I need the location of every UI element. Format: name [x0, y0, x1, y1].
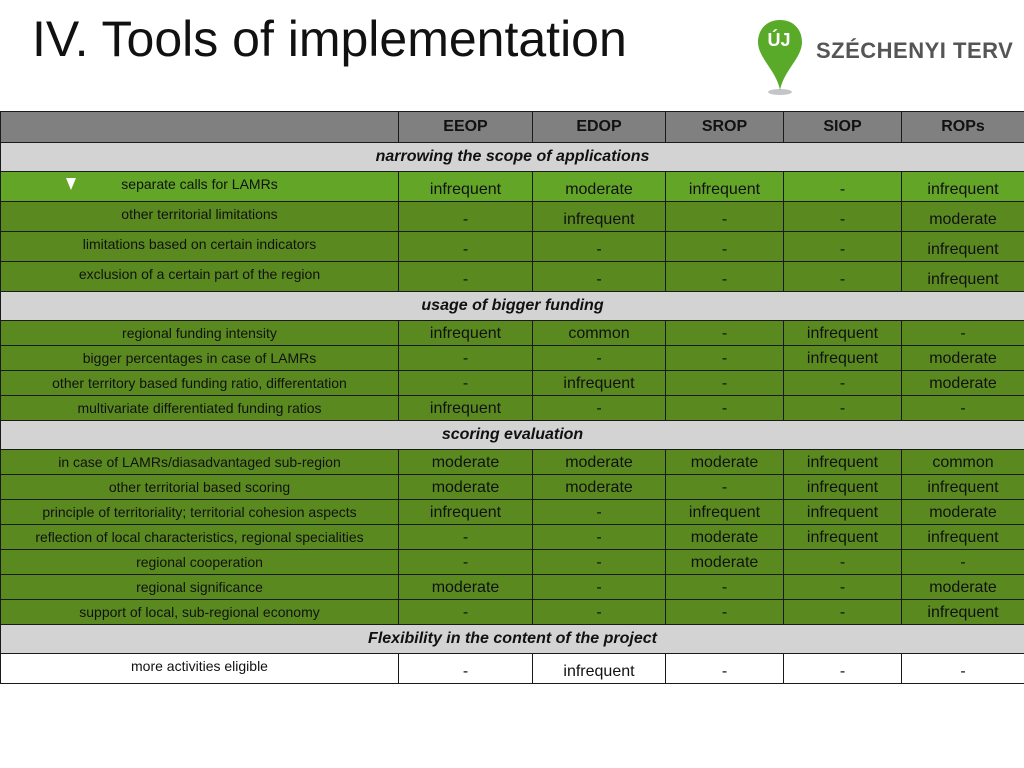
section-row: [1, 292, 1024, 321]
table-row: [1, 232, 1024, 262]
row-label: limitations based on certain indicators: [1, 232, 399, 262]
cell-srop: moderate: [666, 550, 784, 575]
cell-rops: -: [902, 396, 1024, 421]
szechenyi-logo: [756, 18, 1014, 98]
row-label: exclusion of a certain part of the region: [1, 262, 399, 292]
table-row: [1, 475, 1024, 500]
cell-srop: -: [666, 321, 784, 346]
cell-eeop: -: [399, 232, 533, 262]
cell-rops: infrequent: [902, 232, 1024, 262]
cell-edop: moderate: [533, 450, 666, 475]
table-row: [1, 600, 1024, 625]
row-label: multivariate differentiated funding ratios: [1, 396, 399, 421]
row-label: more activities eligible: [1, 654, 399, 684]
cell-srop: -: [666, 475, 784, 500]
cell-rops: moderate: [902, 500, 1024, 525]
cell-edop: -: [533, 575, 666, 600]
cell-srop: -: [666, 396, 784, 421]
cell-srop: infrequent: [666, 500, 784, 525]
cell-siop: infrequent: [784, 346, 902, 371]
cell-eeop: infrequent: [399, 500, 533, 525]
cell-siop: infrequent: [784, 500, 902, 525]
cell-srop: -: [666, 600, 784, 625]
cell-rops: -: [902, 550, 1024, 575]
section-title: Flexibility in the content of the project: [1, 625, 1024, 654]
cell-eeop: -: [399, 654, 533, 684]
cell-siop: -: [784, 654, 902, 684]
cell-eeop: infrequent: [399, 172, 533, 202]
cell-edop: -: [533, 525, 666, 550]
table-row: [1, 172, 1024, 202]
header-rops: ROPs: [902, 112, 1024, 143]
cell-siop: -: [784, 396, 902, 421]
cell-srop: -: [666, 262, 784, 292]
cell-rops: common: [902, 450, 1024, 475]
row-label: principle of territoriality; territorial cohesion aspects: [1, 500, 399, 525]
cell-siop: -: [784, 371, 902, 396]
row-label: bigger percentages in case of LAMRs: [1, 346, 399, 371]
cell-eeop: moderate: [399, 450, 533, 475]
cell-eeop: -: [399, 371, 533, 396]
cell-eeop: -: [399, 346, 533, 371]
cell-rops: moderate: [902, 202, 1024, 232]
cell-siop: infrequent: [784, 475, 902, 500]
cell-eeop: -: [399, 600, 533, 625]
cell-edop: -: [533, 346, 666, 371]
cell-eeop: -: [399, 262, 533, 292]
cell-eeop: infrequent: [399, 396, 533, 421]
cell-srop: infrequent: [666, 172, 784, 202]
cell-eeop: moderate: [399, 475, 533, 500]
cell-eeop: -: [399, 525, 533, 550]
row-label: regional funding intensity: [1, 321, 399, 346]
row-label: other territory based funding ratio, differentation: [1, 371, 399, 396]
cell-srop: -: [666, 346, 784, 371]
cell-srop: -: [666, 202, 784, 232]
cell-rops: -: [902, 321, 1024, 346]
cell-eeop: -: [399, 550, 533, 575]
cell-edop: -: [533, 396, 666, 421]
table-row: [1, 262, 1024, 292]
cell-siop: -: [784, 232, 902, 262]
cell-edop: moderate: [533, 172, 666, 202]
cell-srop: -: [666, 575, 784, 600]
table-row: [1, 346, 1024, 371]
cell-srop: -: [666, 654, 784, 684]
row-label: regional cooperation: [1, 550, 399, 575]
cell-siop: -: [784, 600, 902, 625]
implementation-table: [0, 111, 1024, 684]
table-row: [1, 500, 1024, 525]
section-title: usage of bigger funding: [1, 292, 1024, 321]
cell-rops: moderate: [902, 575, 1024, 600]
section-row: [1, 625, 1024, 654]
row-label: in case of LAMRs/diasadvantaged sub-region: [1, 450, 399, 475]
cell-rops: moderate: [902, 346, 1024, 371]
cell-edop: -: [533, 600, 666, 625]
table-row: [1, 575, 1024, 600]
section-title: scoring evaluation: [1, 421, 1024, 450]
cell-eeop: -: [399, 202, 533, 232]
row-label: reflection of local characteristics, regional specialities: [1, 525, 399, 550]
cell-srop: -: [666, 232, 784, 262]
table-row: [1, 396, 1024, 421]
cell-srop: -: [666, 371, 784, 396]
cell-siop: infrequent: [784, 525, 902, 550]
cell-siop: -: [784, 262, 902, 292]
logo-brand-text: SZÉCHENYI TERV: [816, 38, 1014, 63]
cell-eeop: moderate: [399, 575, 533, 600]
cell-rops: infrequent: [902, 262, 1024, 292]
slide-title: IV. Tools of implementation: [32, 11, 627, 67]
row-label: other territorial based scoring: [1, 475, 399, 500]
cell-edop: infrequent: [533, 202, 666, 232]
cell-siop: -: [784, 202, 902, 232]
section-row: [1, 421, 1024, 450]
header-edop: EDOP: [533, 112, 666, 143]
cell-edop: common: [533, 321, 666, 346]
cell-rops: infrequent: [902, 172, 1024, 202]
table-row: [1, 321, 1024, 346]
logo-pin-text: ÚJ: [767, 30, 791, 50]
cell-rops: infrequent: [902, 600, 1024, 625]
table-row: [1, 550, 1024, 575]
table-row: [1, 371, 1024, 396]
table-row: [1, 525, 1024, 550]
table-row: [1, 202, 1024, 232]
cell-edop: -: [533, 262, 666, 292]
cell-edop: -: [533, 550, 666, 575]
header-row: [1, 112, 1024, 143]
table-row: [1, 654, 1024, 684]
table-row: [1, 450, 1024, 475]
cell-siop: -: [784, 550, 902, 575]
cell-rops: infrequent: [902, 475, 1024, 500]
section-row: [1, 143, 1024, 172]
cell-siop: infrequent: [784, 450, 902, 475]
row-label: support of local, sub-regional economy: [1, 600, 399, 625]
row-label: other territorial limitations: [1, 202, 399, 232]
table-body: [1, 143, 1024, 684]
row-label: separate calls for LAMRs: [1, 172, 399, 202]
mouse-pointer-icon: [66, 178, 76, 190]
cell-srop: moderate: [666, 525, 784, 550]
cell-edop: -: [533, 232, 666, 262]
cell-siop: infrequent: [784, 321, 902, 346]
cell-edop: infrequent: [533, 654, 666, 684]
cell-eeop: infrequent: [399, 321, 533, 346]
header-empty: [1, 112, 399, 143]
cell-rops: moderate: [902, 371, 1024, 396]
cell-edop: -: [533, 500, 666, 525]
cell-siop: -: [784, 575, 902, 600]
cell-edop: infrequent: [533, 371, 666, 396]
section-title: narrowing the scope of applications: [1, 143, 1024, 172]
header-siop: SIOP: [784, 112, 902, 143]
header-eeop: EEOP: [399, 112, 533, 143]
header-srop: SROP: [666, 112, 784, 143]
cell-rops: infrequent: [902, 525, 1024, 550]
cell-edop: moderate: [533, 475, 666, 500]
cell-srop: moderate: [666, 450, 784, 475]
cell-siop: -: [784, 172, 902, 202]
row-label: regional significance: [1, 575, 399, 600]
cell-rops: -: [902, 654, 1024, 684]
